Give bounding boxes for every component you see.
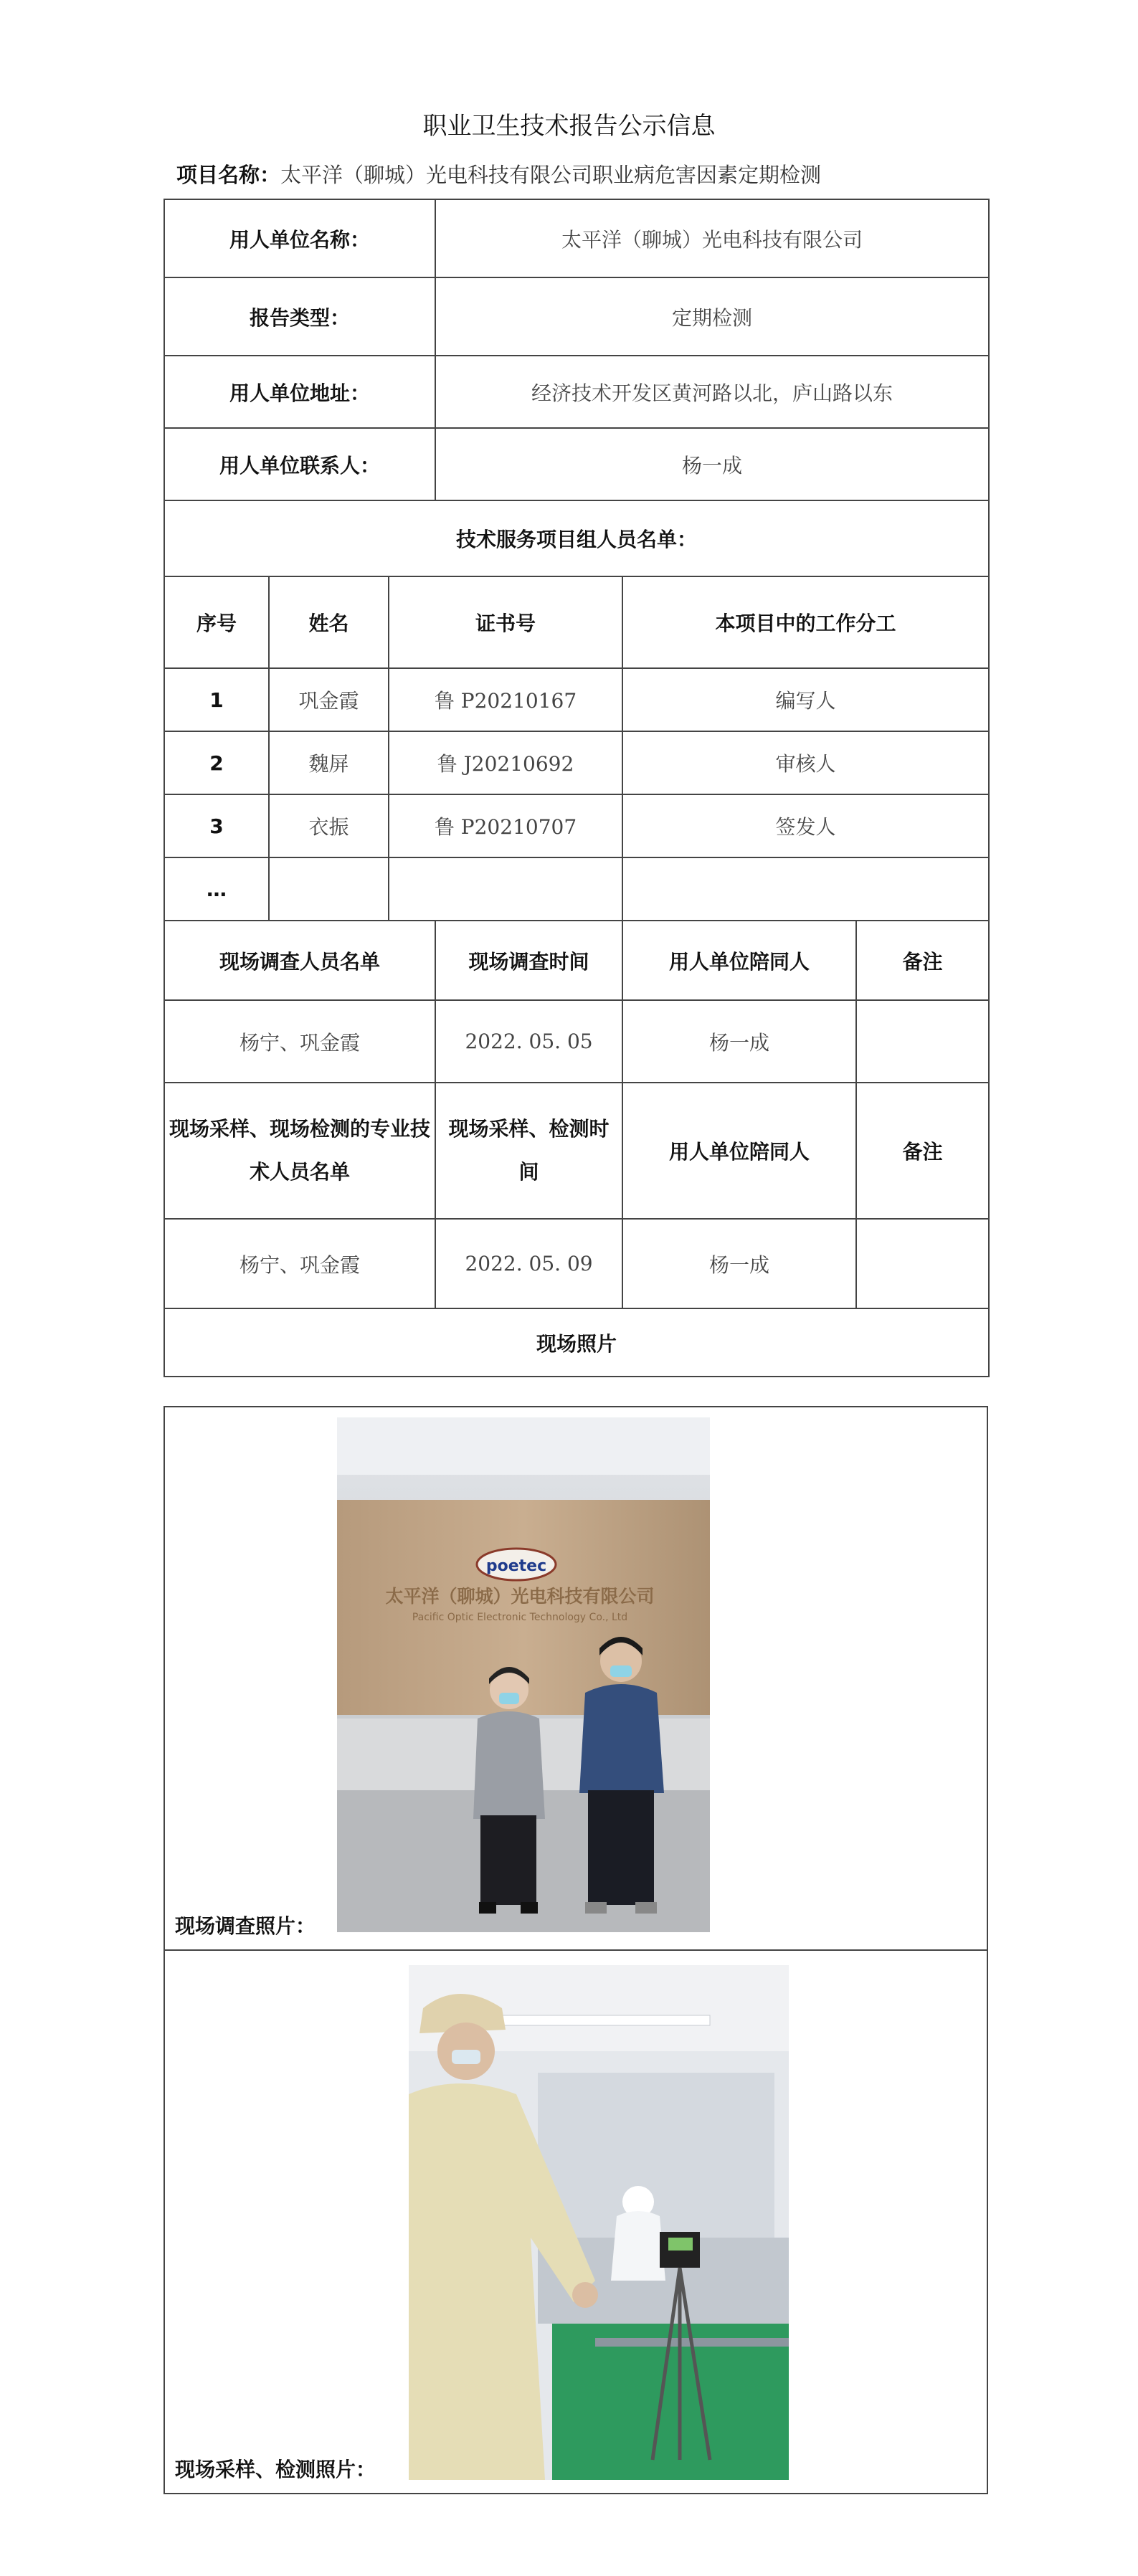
team-index: 2	[164, 731, 269, 794]
contact-value: 杨一成	[435, 428, 989, 500]
team-role	[622, 857, 989, 921]
sampling-col-remark: 备注	[856, 1083, 989, 1219]
page-title: 职业卫生技术报告公示信息	[422, 112, 716, 141]
survey-col-remark: 备注	[856, 921, 989, 1000]
employer-name-value: 太平洋（聊城）光电科技有限公司	[435, 199, 989, 277]
survey-photo	[337, 1417, 710, 1932]
sampling-photo-cell	[164, 1950, 987, 2494]
table-row	[164, 1000, 989, 1083]
survey-col-companion: 用人单位陪同人	[622, 921, 856, 1000]
employer-name-label: 用人单位名称：	[164, 199, 435, 277]
team-index: …	[164, 857, 269, 921]
contact-label: 用人单位联系人：	[164, 428, 435, 500]
sampling-col-time: 现场采样、检测时间	[435, 1083, 622, 1219]
project-name-label: 项目名称：	[176, 163, 281, 187]
team-certificate	[389, 857, 622, 921]
address-label: 用人单位地址：	[164, 356, 435, 428]
survey-photo-cell	[164, 1407, 987, 1950]
sampling-staff: 杨宁、巩金霞	[164, 1219, 435, 1308]
team-certificate: 鲁 J20210692	[389, 731, 622, 794]
report-type-value: 定期检测	[435, 277, 989, 356]
info-table	[163, 199, 990, 1377]
table-row	[164, 731, 989, 794]
team-col-name: 姓名	[269, 576, 389, 668]
report-type-label: 报告类型：	[164, 277, 435, 356]
sign-name-en: Pacific Optic Electronic Technology Co., Ltd	[412, 1612, 628, 1623]
team-index: 3	[164, 794, 269, 857]
team-name: 巩金霞	[269, 668, 389, 731]
table-row	[164, 857, 989, 921]
team-heading: 技术服务项目组人员名单：	[164, 500, 989, 576]
sampling-remark	[856, 1219, 989, 1308]
project-name-value: 太平洋（聊城）光电科技有限公司职业病危害因素定期检测	[280, 163, 822, 187]
team-certificate: 鲁 P20210707	[389, 794, 622, 857]
address-value: 经济技术开发区黄河路以北，庐山路以东	[435, 356, 989, 428]
survey-col-time: 现场调查时间	[435, 921, 622, 1000]
survey-staff: 杨宁、巩金霞	[164, 1000, 435, 1083]
survey-photo-label: 现场调查照片：	[175, 1914, 316, 1938]
survey-header-row	[164, 921, 989, 1000]
team-role: 审核人	[622, 731, 989, 794]
sign-name-cn: 太平洋（聊城）光电科技有限公司	[385, 1586, 655, 1607]
team-certificate: 鲁 P20210167	[389, 668, 622, 731]
sampling-time: 2022. 05. 09	[435, 1219, 622, 1308]
sign-logo: poetec	[485, 1557, 547, 1575]
team-index: 1	[164, 668, 269, 731]
photo-table	[163, 1406, 988, 2494]
team-col-role: 本项目中的工作分工	[622, 576, 989, 668]
sampling-companion: 杨一成	[622, 1219, 856, 1308]
sampling-header-row	[164, 1083, 989, 1219]
team-col-index: 序号	[164, 576, 269, 668]
survey-col-staff: 现场调查人员名单	[164, 921, 435, 1000]
survey-companion: 杨一成	[622, 1000, 856, 1083]
table-row	[164, 794, 989, 857]
project-name	[176, 159, 821, 189]
survey-remark	[856, 1000, 989, 1083]
sampling-photo	[409, 1965, 789, 2480]
photos-heading: 现场照片	[164, 1308, 989, 1377]
team-role: 编写人	[622, 668, 989, 731]
sampling-col-companion: 用人单位陪同人	[622, 1083, 856, 1219]
team-role: 签发人	[622, 794, 989, 857]
sampling-col-staff: 现场采样、现场检测的专业技术人员名单	[164, 1083, 435, 1219]
table-row	[164, 1219, 989, 1308]
team-name: 衣振	[269, 794, 389, 857]
team-header-row	[164, 576, 989, 668]
survey-time: 2022. 05. 05	[435, 1000, 622, 1083]
table-row	[164, 668, 989, 731]
team-col-certificate: 证书号	[389, 576, 622, 668]
team-name	[269, 857, 389, 921]
sampling-photo-label: 现场采样、检测照片：	[175, 2458, 376, 2481]
team-name: 魏屏	[269, 731, 389, 794]
